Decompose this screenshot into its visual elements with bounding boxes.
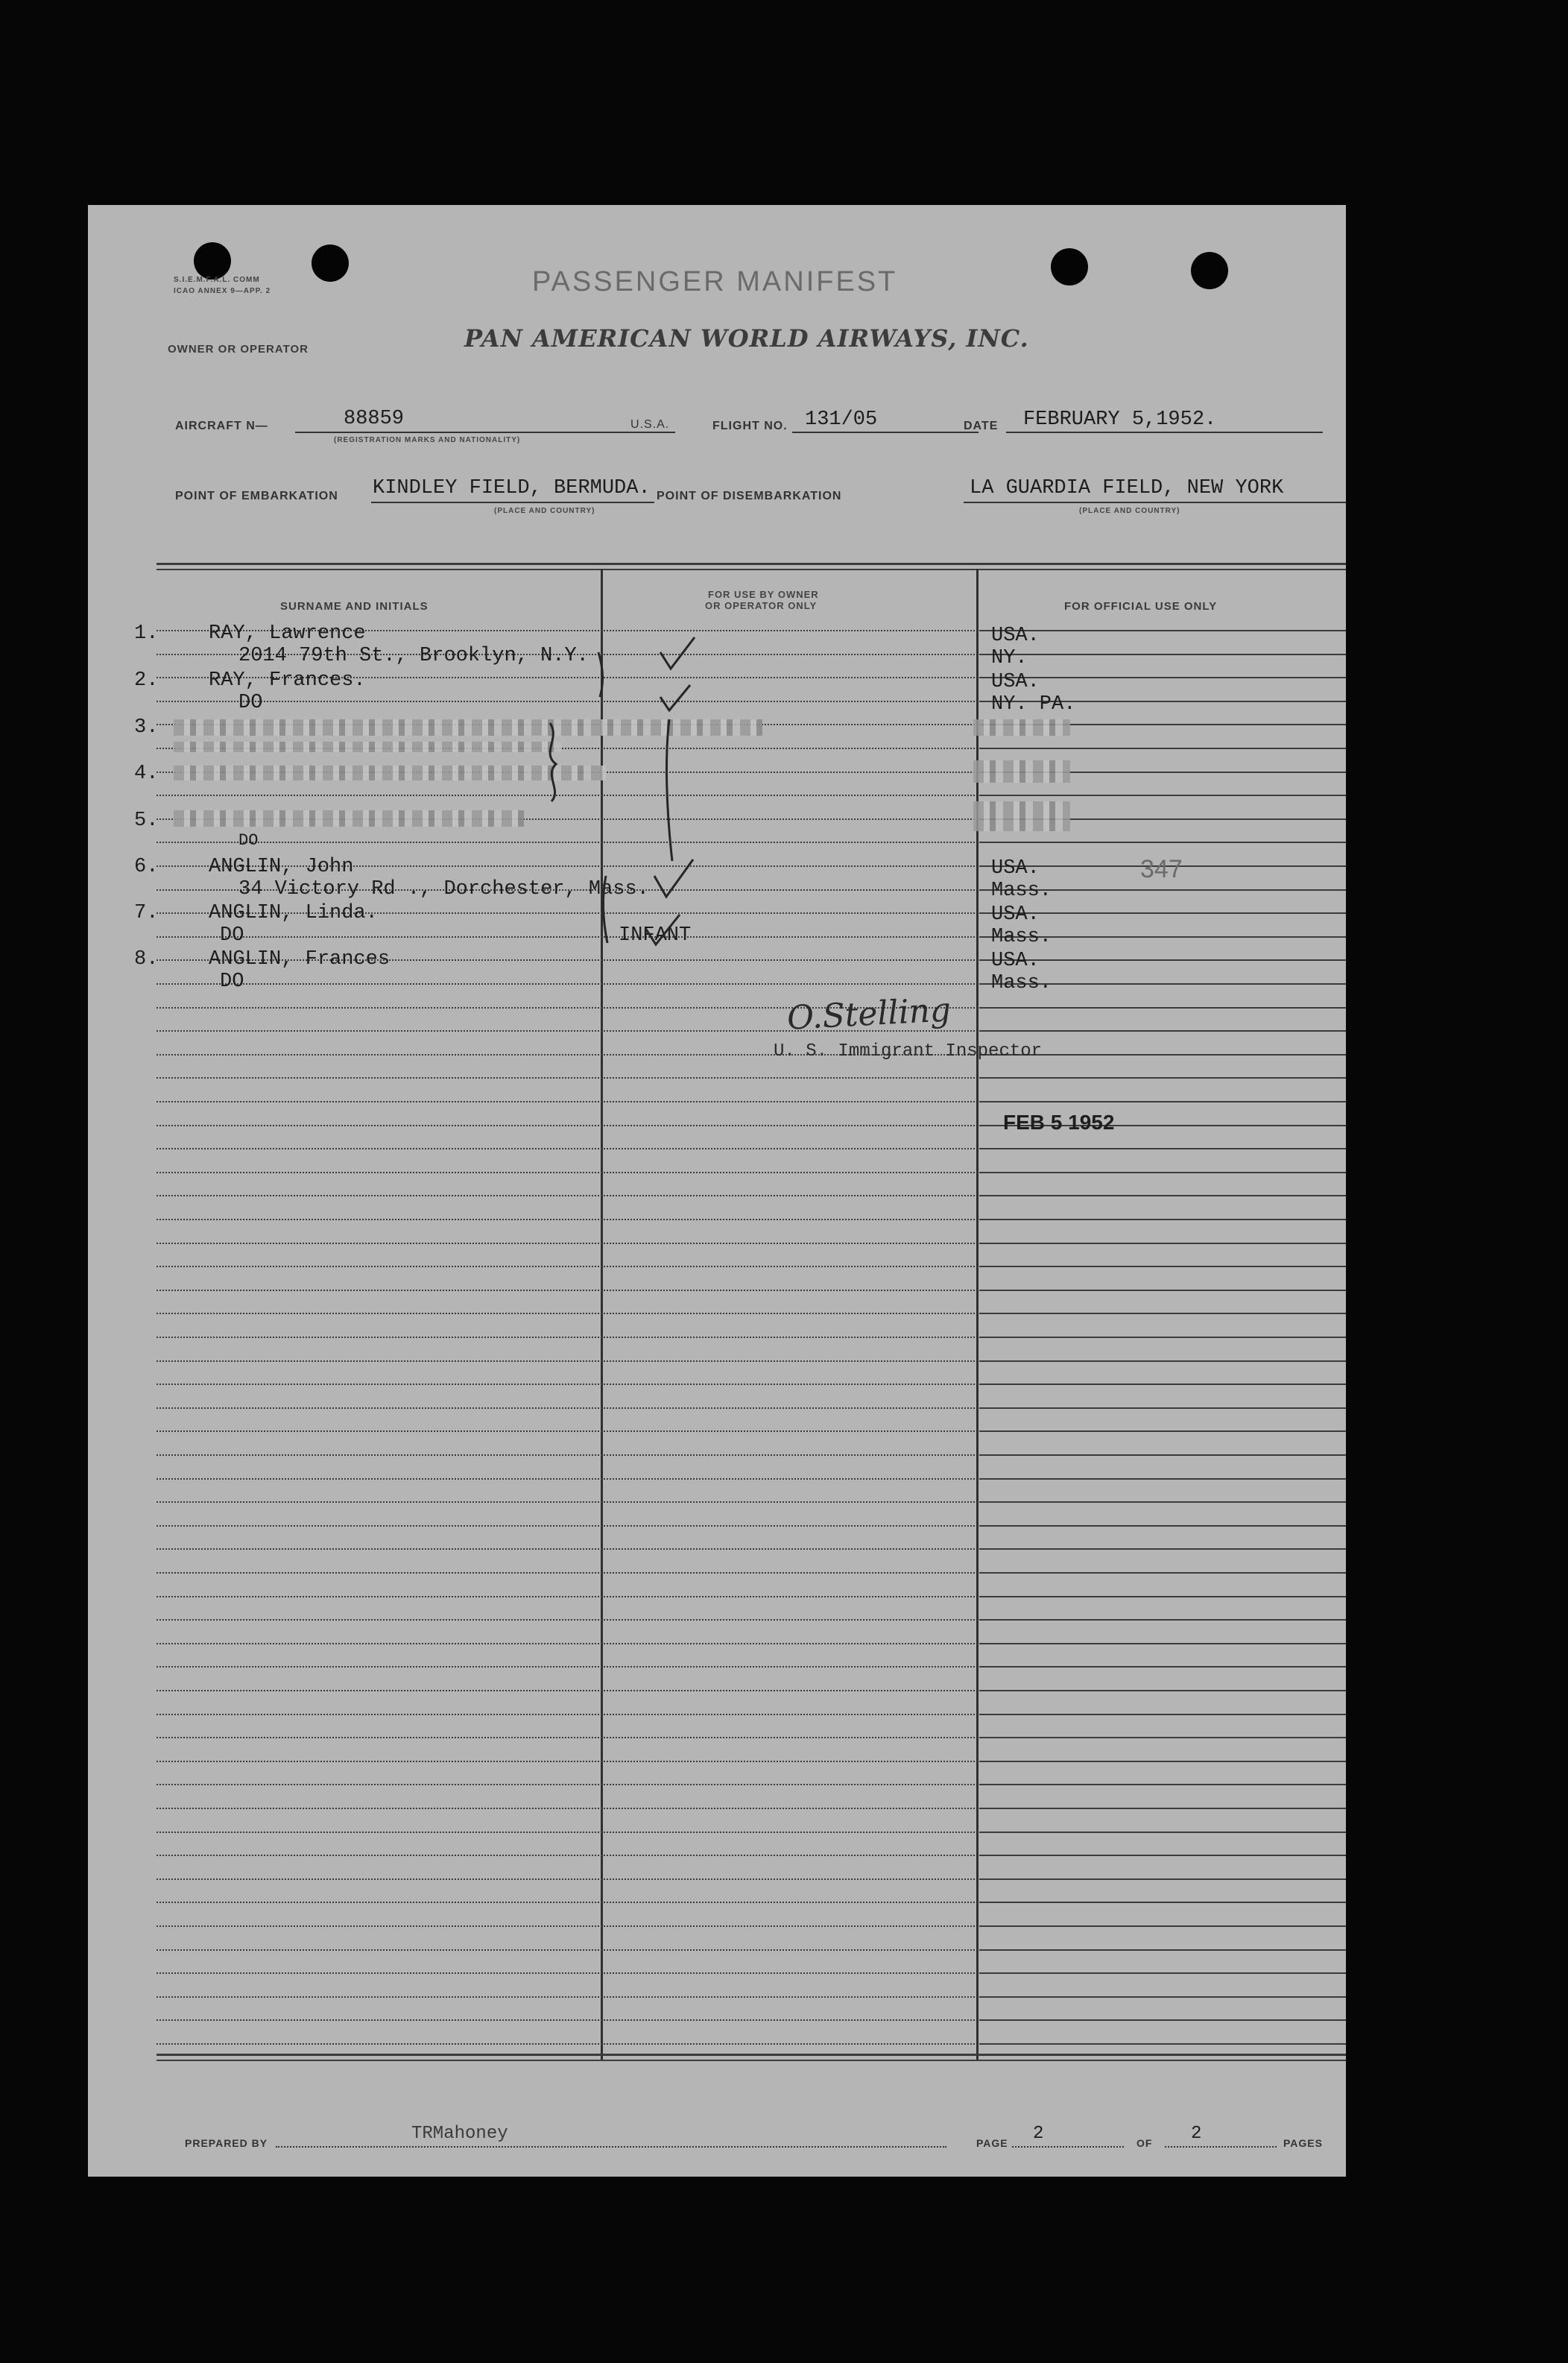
ruled-line (979, 1949, 1346, 1951)
ruled-line (979, 1784, 1346, 1785)
ruled-line (979, 842, 1346, 843)
ruled-line (157, 1737, 975, 1738)
ruled-line (979, 1384, 1346, 1385)
ruled-line (157, 1666, 975, 1668)
ruled-line (157, 1148, 975, 1149)
date-value: FEBRUARY 5,1952. (1023, 408, 1217, 431)
of-value: 2 (1191, 2124, 1202, 2144)
ruled-line (979, 1878, 1346, 1880)
punch-hole (1191, 252, 1228, 289)
passenger-address: DO (220, 924, 244, 947)
ruled-line (979, 1808, 1346, 1809)
pages-label: PAGES (1283, 2137, 1323, 2149)
ruled-line (979, 1430, 1346, 1432)
redacted-entry (973, 801, 1070, 831)
ruled-line (979, 1077, 1346, 1079)
ruled-line (979, 795, 1346, 796)
row-number: 8. (134, 948, 159, 971)
ruled-line (979, 2019, 1346, 2021)
row-number: 7. (134, 902, 159, 924)
ruled-line (979, 1454, 1346, 1456)
embarkation-caption: (PLACE AND COUNTRY) (494, 507, 595, 515)
embarkation-value: KINDLEY FIELD, BERMUDA. (373, 477, 651, 499)
owner-operator-label: OWNER OR OPERATOR (168, 343, 309, 356)
ruled-line (157, 1808, 975, 1809)
nationality: U.S.A. (630, 418, 670, 431)
ruled-line (979, 1666, 1346, 1668)
redacted-entry (973, 760, 1070, 783)
ruled-line (157, 1243, 975, 1244)
passenger-address: 2014 79th St., Brooklyn, N.Y. (238, 645, 589, 667)
ruled-line (979, 1360, 1346, 1362)
redacted-entry (174, 810, 524, 827)
passenger-address: DO (238, 831, 259, 850)
official-residence: NY. PA. (991, 693, 1076, 716)
ruled-line (157, 1996, 975, 1998)
ruled-line (979, 1972, 1346, 1974)
ruled-line (979, 1690, 1346, 1691)
official-nationality: USA. (991, 671, 1040, 693)
punch-hole (1051, 248, 1088, 285)
redacted-entry (973, 719, 1070, 736)
ruled-line (157, 1619, 975, 1621)
page-label: PAGE (976, 2137, 1008, 2149)
of-label: OF (1137, 2137, 1153, 2149)
flight-label: FLIGHT NO. (712, 420, 788, 432)
official-residence: Mass. (991, 972, 1052, 994)
ruled-line (157, 1949, 975, 1951)
ruled-line (157, 1902, 975, 1903)
ruled-line (979, 1501, 1346, 1503)
row-number: 1. (134, 622, 159, 645)
inspector-signature: O.Stelling (785, 991, 952, 1038)
disembarkation-label: POINT OF DISEMBARKATION (657, 490, 842, 502)
ruled-line (157, 1125, 975, 1126)
passenger-address: DO (238, 692, 263, 714)
ruled-line (157, 1266, 975, 1267)
ruled-line (979, 1643, 1346, 1644)
ruled-line (157, 1878, 975, 1880)
ruled-line (979, 1925, 1346, 1927)
ruled-line (157, 1313, 975, 1314)
ruled-line (157, 1714, 975, 1715)
page-value: 2 (1033, 2124, 1044, 2144)
form-title: PASSENGER MANIFEST (532, 266, 898, 297)
ruled-line (157, 1972, 975, 1974)
ruled-line (979, 1478, 1346, 1480)
col-surname-header: SURNAME AND INITIALS (280, 600, 429, 613)
ruled-line (979, 1337, 1346, 1338)
redacted-entry (174, 742, 561, 752)
ruled-line (979, 1101, 1346, 1102)
ruled-line (157, 1784, 975, 1785)
ruled-line (979, 1030, 1346, 1032)
official-residence: Mass. (991, 880, 1052, 902)
ruled-line (157, 1690, 975, 1691)
ruled-line (979, 654, 1346, 655)
official-nationality: USA. (991, 857, 1040, 880)
official-residence: NY. (991, 647, 1028, 669)
ruled-line (157, 1454, 975, 1456)
ruled-line (157, 1290, 975, 1291)
ruled-line (979, 1761, 1346, 1762)
passenger-name: ANGLIN, Frances (209, 948, 391, 971)
ruled-line (157, 1219, 975, 1220)
ruled-line (979, 1290, 1346, 1291)
form-code-line1: S.I.E.M.F.A.L. COMM (174, 276, 260, 284)
embarkation-label: POINT OF EMBARKATION (175, 490, 338, 502)
ruled-line (157, 1101, 975, 1102)
ruled-line (157, 1643, 975, 1644)
ruled-line (157, 2043, 975, 2045)
passenger-address: DO (220, 971, 244, 993)
row-number: 6. (134, 856, 159, 878)
inspector-title: U. S. Immigrant Inspector (774, 1041, 1043, 1061)
ruled-line (979, 2043, 1346, 2045)
punch-hole (194, 242, 231, 280)
inspector-stamp-date: FEB 5 1952 (1003, 1111, 1115, 1134)
ruled-line (157, 1478, 975, 1480)
airline-name: PAN AMERICAN WORLD AIRWAYS, INC. (464, 324, 1029, 353)
official-residence: Mass. (991, 926, 1052, 948)
stamp-number: 347 (1140, 855, 1183, 883)
row-number: 3. (134, 716, 159, 739)
row-number: 4. (134, 763, 159, 785)
ruled-line (157, 2019, 975, 2021)
col-official-header: FOR OFFICIAL USE ONLY (1064, 600, 1218, 613)
ruled-line (979, 748, 1346, 749)
aircraft-value: 88859 (344, 408, 405, 430)
ruled-line (157, 1360, 975, 1362)
passenger-address: 34 Victory Rd ., Dorchester, Mass. (238, 878, 649, 900)
passenger-name: ANGLIN, John (209, 856, 354, 878)
ruled-line (979, 1407, 1346, 1409)
official-nationality: USA. (991, 903, 1040, 926)
owner-note: INFANT (619, 924, 692, 947)
official-nationality: USA. (991, 950, 1040, 972)
ruled-line (157, 1925, 975, 1927)
passenger-name: RAY, Lawrence (209, 622, 366, 645)
ruled-line (979, 1902, 1346, 1903)
date-label: DATE (964, 420, 999, 432)
ruled-line (979, 1195, 1346, 1196)
ruled-line (157, 1407, 975, 1409)
aircraft-label: AIRCRAFT N— (175, 420, 268, 432)
row-number: 5. (134, 810, 159, 832)
prepared-by-value: TRMahoney (411, 2124, 508, 2144)
ruled-line (157, 1596, 975, 1597)
ruled-line (979, 1855, 1346, 1856)
prepared-by-label: PREPARED BY (185, 2137, 268, 2149)
ruled-line (979, 1243, 1346, 1244)
ruled-line (157, 1172, 975, 1173)
handwritten-check-marks (535, 630, 833, 988)
ruled-line (157, 1337, 975, 1338)
ruled-line (979, 1572, 1346, 1574)
ruled-line (979, 1548, 1346, 1550)
ruled-line (979, 1219, 1346, 1220)
ruled-line (979, 1832, 1346, 1833)
col-owner-header-2: OR OPERATOR ONLY (705, 600, 818, 611)
flight-value: 131/05 (805, 408, 878, 431)
ruled-line (157, 1832, 975, 1833)
ruled-line (157, 1761, 975, 1762)
manifest-paper (88, 205, 1346, 2177)
ruled-line (979, 1148, 1346, 1149)
form-code-line2: ICAO ANNEX 9—APP. 2 (174, 287, 271, 295)
ruled-line (979, 1714, 1346, 1715)
ruled-line (979, 1996, 1346, 1998)
row-number: 2. (134, 669, 159, 692)
ruled-line (979, 1172, 1346, 1173)
ruled-line (157, 1572, 975, 1574)
aircraft-caption: (REGISTRATION MARKS AND NATIONALITY) (334, 436, 521, 444)
ruled-line (979, 1007, 1346, 1009)
col-owner-header-1: FOR USE BY OWNER (708, 589, 819, 600)
official-nationality: USA. (991, 625, 1040, 647)
passenger-name: ANGLIN, Linda. (209, 902, 378, 924)
ruled-line (979, 1596, 1346, 1597)
disembarkation-caption: (PLACE AND COUNTRY) (1079, 507, 1180, 515)
ruled-line (157, 1501, 975, 1503)
ruled-line (157, 1430, 975, 1432)
ruled-line (157, 1077, 975, 1079)
ruled-line (979, 1266, 1346, 1267)
ruled-line (157, 1855, 975, 1856)
ruled-line (979, 1619, 1346, 1621)
ruled-line (157, 1525, 975, 1527)
ruled-line (979, 1525, 1346, 1527)
ruled-line (157, 1548, 975, 1550)
passenger-name: RAY, Frances. (209, 669, 366, 692)
ruled-line (157, 1384, 975, 1385)
disembarkation-value: LA GUARDIA FIELD, NEW YORK (970, 477, 1284, 499)
ruled-line (979, 1737, 1346, 1738)
punch-hole (312, 244, 349, 282)
ruled-line (157, 1195, 975, 1196)
ruled-line (979, 1313, 1346, 1314)
